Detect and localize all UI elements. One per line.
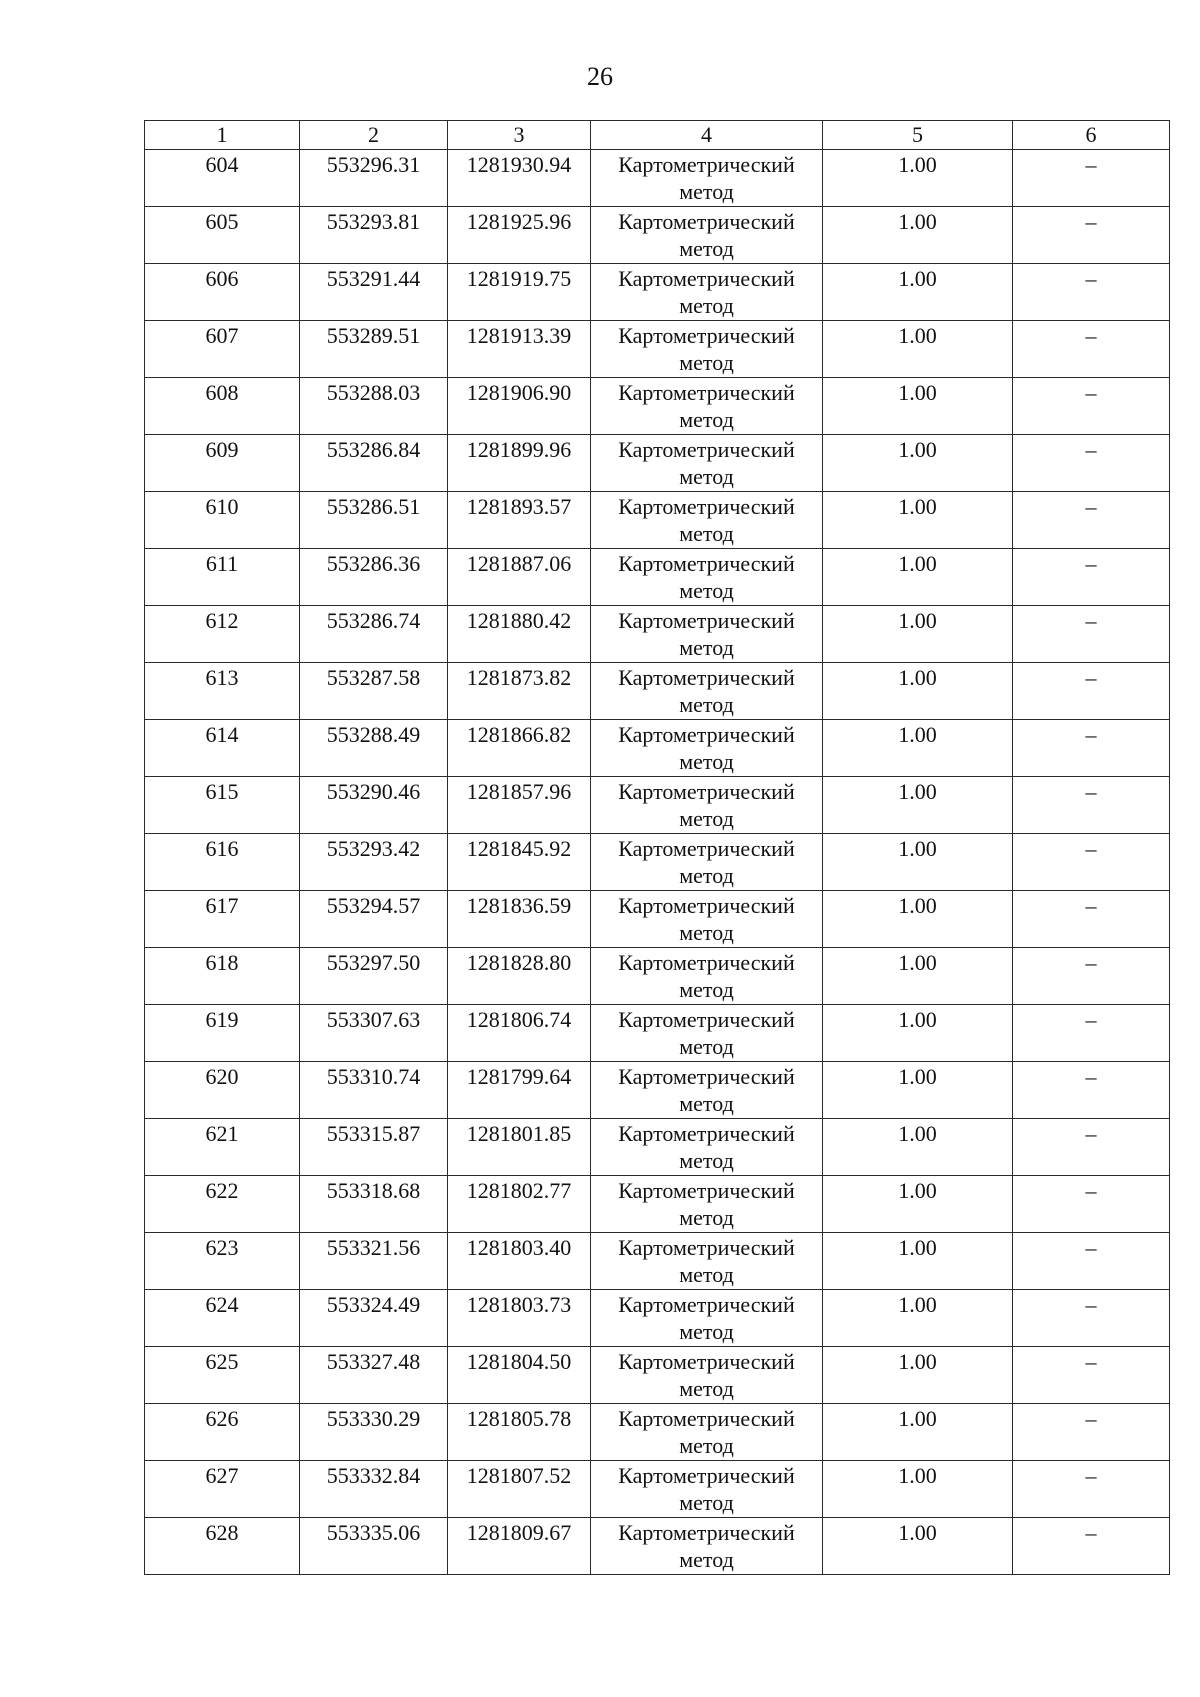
x-coordinate-cell: 553293.42 bbox=[300, 834, 448, 891]
note-cell: – bbox=[1013, 1005, 1170, 1062]
accuracy-cell: 1.00 bbox=[823, 1461, 1013, 1518]
x-coordinate-cell: 553327.48 bbox=[300, 1347, 448, 1404]
point-number-cell: 612 bbox=[145, 606, 300, 663]
y-coordinate-cell: 1281857.96 bbox=[448, 777, 591, 834]
method-cell: Картометрический метод bbox=[591, 321, 823, 378]
method-cell: Картометрический метод bbox=[591, 1518, 823, 1575]
accuracy-cell: 1.00 bbox=[823, 492, 1013, 549]
table-row bbox=[145, 549, 1170, 606]
point-number-cell: 615 bbox=[145, 777, 300, 834]
point-number-cell: 617 bbox=[145, 891, 300, 948]
y-coordinate-cell: 1281873.82 bbox=[448, 663, 591, 720]
table-row bbox=[145, 834, 1170, 891]
table-row bbox=[145, 891, 1170, 948]
method-cell: Картометрический метод bbox=[591, 834, 823, 891]
x-coordinate-cell: 553296.31 bbox=[300, 150, 448, 207]
accuracy-cell: 1.00 bbox=[823, 606, 1013, 663]
method-cell: Картометрический метод bbox=[591, 606, 823, 663]
column-header: 3 bbox=[448, 121, 591, 150]
point-number-cell: 628 bbox=[145, 1518, 300, 1575]
point-number-cell: 611 bbox=[145, 549, 300, 606]
note-cell: – bbox=[1013, 777, 1170, 834]
y-coordinate-cell: 1281925.96 bbox=[448, 207, 591, 264]
method-cell: Картометрический метод bbox=[591, 1233, 823, 1290]
table-row bbox=[145, 663, 1170, 720]
accuracy-cell: 1.00 bbox=[823, 1233, 1013, 1290]
table-header-row bbox=[145, 121, 1170, 150]
y-coordinate-cell: 1281887.06 bbox=[448, 549, 591, 606]
y-coordinate-cell: 1281930.94 bbox=[448, 150, 591, 207]
point-number-cell: 606 bbox=[145, 264, 300, 321]
accuracy-cell: 1.00 bbox=[823, 1518, 1013, 1575]
point-number-cell: 608 bbox=[145, 378, 300, 435]
note-cell: – bbox=[1013, 1119, 1170, 1176]
accuracy-cell: 1.00 bbox=[823, 777, 1013, 834]
x-coordinate-cell: 553289.51 bbox=[300, 321, 448, 378]
accuracy-cell: 1.00 bbox=[823, 378, 1013, 435]
y-coordinate-cell: 1281805.78 bbox=[448, 1404, 591, 1461]
point-number-cell: 616 bbox=[145, 834, 300, 891]
column-header: 4 bbox=[591, 121, 823, 150]
note-cell: – bbox=[1013, 1347, 1170, 1404]
x-coordinate-cell: 553286.84 bbox=[300, 435, 448, 492]
note-cell: – bbox=[1013, 834, 1170, 891]
y-coordinate-cell: 1281880.42 bbox=[448, 606, 591, 663]
method-cell: Картометрический метод bbox=[591, 207, 823, 264]
point-number-cell: 607 bbox=[145, 321, 300, 378]
y-coordinate-cell: 1281807.52 bbox=[448, 1461, 591, 1518]
x-coordinate-cell: 553335.06 bbox=[300, 1518, 448, 1575]
point-number-cell: 623 bbox=[145, 1233, 300, 1290]
table-row bbox=[145, 720, 1170, 777]
point-number-cell: 621 bbox=[145, 1119, 300, 1176]
point-number-cell: 605 bbox=[145, 207, 300, 264]
y-coordinate-cell: 1281804.50 bbox=[448, 1347, 591, 1404]
table-row bbox=[145, 1347, 1170, 1404]
x-coordinate-cell: 553324.49 bbox=[300, 1290, 448, 1347]
method-cell: Картометрический метод bbox=[591, 777, 823, 834]
note-cell: – bbox=[1013, 606, 1170, 663]
y-coordinate-cell: 1281866.82 bbox=[448, 720, 591, 777]
x-coordinate-cell: 553315.87 bbox=[300, 1119, 448, 1176]
accuracy-cell: 1.00 bbox=[823, 663, 1013, 720]
accuracy-cell: 1.00 bbox=[823, 549, 1013, 606]
note-cell: – bbox=[1013, 720, 1170, 777]
y-coordinate-cell: 1281809.67 bbox=[448, 1518, 591, 1575]
note-cell: – bbox=[1013, 948, 1170, 1005]
y-coordinate-cell: 1281828.80 bbox=[448, 948, 591, 1005]
note-cell: – bbox=[1013, 264, 1170, 321]
y-coordinate-cell: 1281919.75 bbox=[448, 264, 591, 321]
x-coordinate-cell: 553287.58 bbox=[300, 663, 448, 720]
point-number-cell: 610 bbox=[145, 492, 300, 549]
table-row bbox=[145, 1233, 1170, 1290]
method-cell: Картометрический метод bbox=[591, 150, 823, 207]
x-coordinate-cell: 553310.74 bbox=[300, 1062, 448, 1119]
y-coordinate-cell: 1281899.96 bbox=[448, 435, 591, 492]
point-number-cell: 624 bbox=[145, 1290, 300, 1347]
x-coordinate-cell: 553286.36 bbox=[300, 549, 448, 606]
accuracy-cell: 1.00 bbox=[823, 1062, 1013, 1119]
point-number-cell: 604 bbox=[145, 150, 300, 207]
table-row bbox=[145, 150, 1170, 207]
method-cell: Картометрический метод bbox=[591, 1176, 823, 1233]
x-coordinate-cell: 553307.63 bbox=[300, 1005, 448, 1062]
accuracy-cell: 1.00 bbox=[823, 435, 1013, 492]
table-body bbox=[145, 150, 1170, 1575]
note-cell: – bbox=[1013, 378, 1170, 435]
table-row bbox=[145, 1176, 1170, 1233]
y-coordinate-cell: 1281799.64 bbox=[448, 1062, 591, 1119]
note-cell: – bbox=[1013, 1062, 1170, 1119]
table-row bbox=[145, 1404, 1170, 1461]
point-number-cell: 618 bbox=[145, 948, 300, 1005]
y-coordinate-cell: 1281906.90 bbox=[448, 378, 591, 435]
point-number-cell: 627 bbox=[145, 1461, 300, 1518]
accuracy-cell: 1.00 bbox=[823, 891, 1013, 948]
accuracy-cell: 1.00 bbox=[823, 834, 1013, 891]
note-cell: – bbox=[1013, 1176, 1170, 1233]
method-cell: Картометрический метод bbox=[591, 1119, 823, 1176]
accuracy-cell: 1.00 bbox=[823, 720, 1013, 777]
note-cell: – bbox=[1013, 891, 1170, 948]
table-row bbox=[145, 492, 1170, 549]
table-row bbox=[145, 1005, 1170, 1062]
accuracy-cell: 1.00 bbox=[823, 1176, 1013, 1233]
method-cell: Картометрический метод bbox=[591, 1290, 823, 1347]
accuracy-cell: 1.00 bbox=[823, 1347, 1013, 1404]
y-coordinate-cell: 1281803.40 bbox=[448, 1233, 591, 1290]
y-coordinate-cell: 1281893.57 bbox=[448, 492, 591, 549]
method-cell: Картометрический метод bbox=[591, 549, 823, 606]
table-row bbox=[145, 1290, 1170, 1347]
column-header: 2 bbox=[300, 121, 448, 150]
accuracy-cell: 1.00 bbox=[823, 150, 1013, 207]
method-cell: Картометрический метод bbox=[591, 264, 823, 321]
point-number-cell: 625 bbox=[145, 1347, 300, 1404]
method-cell: Картометрический метод bbox=[591, 492, 823, 549]
table-row bbox=[145, 207, 1170, 264]
note-cell: – bbox=[1013, 1233, 1170, 1290]
y-coordinate-cell: 1281802.77 bbox=[448, 1176, 591, 1233]
x-coordinate-cell: 553321.56 bbox=[300, 1233, 448, 1290]
accuracy-cell: 1.00 bbox=[823, 1119, 1013, 1176]
point-number-cell: 609 bbox=[145, 435, 300, 492]
accuracy-cell: 1.00 bbox=[823, 1005, 1013, 1062]
method-cell: Картометрический метод bbox=[591, 1404, 823, 1461]
column-header: 6 bbox=[1013, 121, 1170, 150]
x-coordinate-cell: 553286.51 bbox=[300, 492, 448, 549]
x-coordinate-cell: 553290.46 bbox=[300, 777, 448, 834]
note-cell: – bbox=[1013, 207, 1170, 264]
column-header: 1 bbox=[145, 121, 300, 150]
table-row bbox=[145, 1119, 1170, 1176]
accuracy-cell: 1.00 bbox=[823, 207, 1013, 264]
table-row bbox=[145, 1062, 1170, 1119]
note-cell: – bbox=[1013, 435, 1170, 492]
method-cell: Картометрический метод bbox=[591, 663, 823, 720]
y-coordinate-cell: 1281801.85 bbox=[448, 1119, 591, 1176]
x-coordinate-cell: 553291.44 bbox=[300, 264, 448, 321]
accuracy-cell: 1.00 bbox=[823, 948, 1013, 1005]
point-number-cell: 626 bbox=[145, 1404, 300, 1461]
point-number-cell: 620 bbox=[145, 1062, 300, 1119]
y-coordinate-cell: 1281836.59 bbox=[448, 891, 591, 948]
note-cell: – bbox=[1013, 1404, 1170, 1461]
x-coordinate-cell: 553318.68 bbox=[300, 1176, 448, 1233]
x-coordinate-cell: 553288.03 bbox=[300, 378, 448, 435]
x-coordinate-cell: 553330.29 bbox=[300, 1404, 448, 1461]
method-cell: Картометрический метод bbox=[591, 378, 823, 435]
y-coordinate-cell: 1281806.74 bbox=[448, 1005, 591, 1062]
method-cell: Картометрический метод bbox=[591, 1005, 823, 1062]
coordinates-table bbox=[144, 120, 1170, 1575]
table-row bbox=[145, 378, 1170, 435]
y-coordinate-cell: 1281913.39 bbox=[448, 321, 591, 378]
column-header: 5 bbox=[823, 121, 1013, 150]
note-cell: – bbox=[1013, 549, 1170, 606]
note-cell: – bbox=[1013, 663, 1170, 720]
note-cell: – bbox=[1013, 321, 1170, 378]
table-row bbox=[145, 777, 1170, 834]
method-cell: Картометрический метод bbox=[591, 948, 823, 1005]
note-cell: – bbox=[1013, 1461, 1170, 1518]
accuracy-cell: 1.00 bbox=[823, 264, 1013, 321]
accuracy-cell: 1.00 bbox=[823, 321, 1013, 378]
table-row bbox=[145, 435, 1170, 492]
note-cell: – bbox=[1013, 1290, 1170, 1347]
x-coordinate-cell: 553332.84 bbox=[300, 1461, 448, 1518]
method-cell: Картометрический метод bbox=[591, 720, 823, 777]
x-coordinate-cell: 553297.50 bbox=[300, 948, 448, 1005]
note-cell: – bbox=[1013, 1518, 1170, 1575]
point-number-cell: 614 bbox=[145, 720, 300, 777]
method-cell: Картометрический метод bbox=[591, 1347, 823, 1404]
table-row bbox=[145, 1461, 1170, 1518]
point-number-cell: 622 bbox=[145, 1176, 300, 1233]
method-cell: Картометрический метод bbox=[591, 1062, 823, 1119]
table-row bbox=[145, 948, 1170, 1005]
method-cell: Картометрический метод bbox=[591, 891, 823, 948]
accuracy-cell: 1.00 bbox=[823, 1290, 1013, 1347]
x-coordinate-cell: 553293.81 bbox=[300, 207, 448, 264]
y-coordinate-cell: 1281803.73 bbox=[448, 1290, 591, 1347]
note-cell: – bbox=[1013, 150, 1170, 207]
y-coordinate-cell: 1281845.92 bbox=[448, 834, 591, 891]
x-coordinate-cell: 553294.57 bbox=[300, 891, 448, 948]
page-number: 26 bbox=[587, 62, 613, 91]
accuracy-cell: 1.00 bbox=[823, 1404, 1013, 1461]
table-row bbox=[145, 264, 1170, 321]
note-cell: – bbox=[1013, 492, 1170, 549]
table-row bbox=[145, 321, 1170, 378]
table-row bbox=[145, 1518, 1170, 1575]
point-number-cell: 613 bbox=[145, 663, 300, 720]
x-coordinate-cell: 553288.49 bbox=[300, 720, 448, 777]
point-number-cell: 619 bbox=[145, 1005, 300, 1062]
x-coordinate-cell: 553286.74 bbox=[300, 606, 448, 663]
table-row bbox=[145, 606, 1170, 663]
method-cell: Картометрический метод bbox=[591, 435, 823, 492]
method-cell: Картометрический метод bbox=[591, 1461, 823, 1518]
